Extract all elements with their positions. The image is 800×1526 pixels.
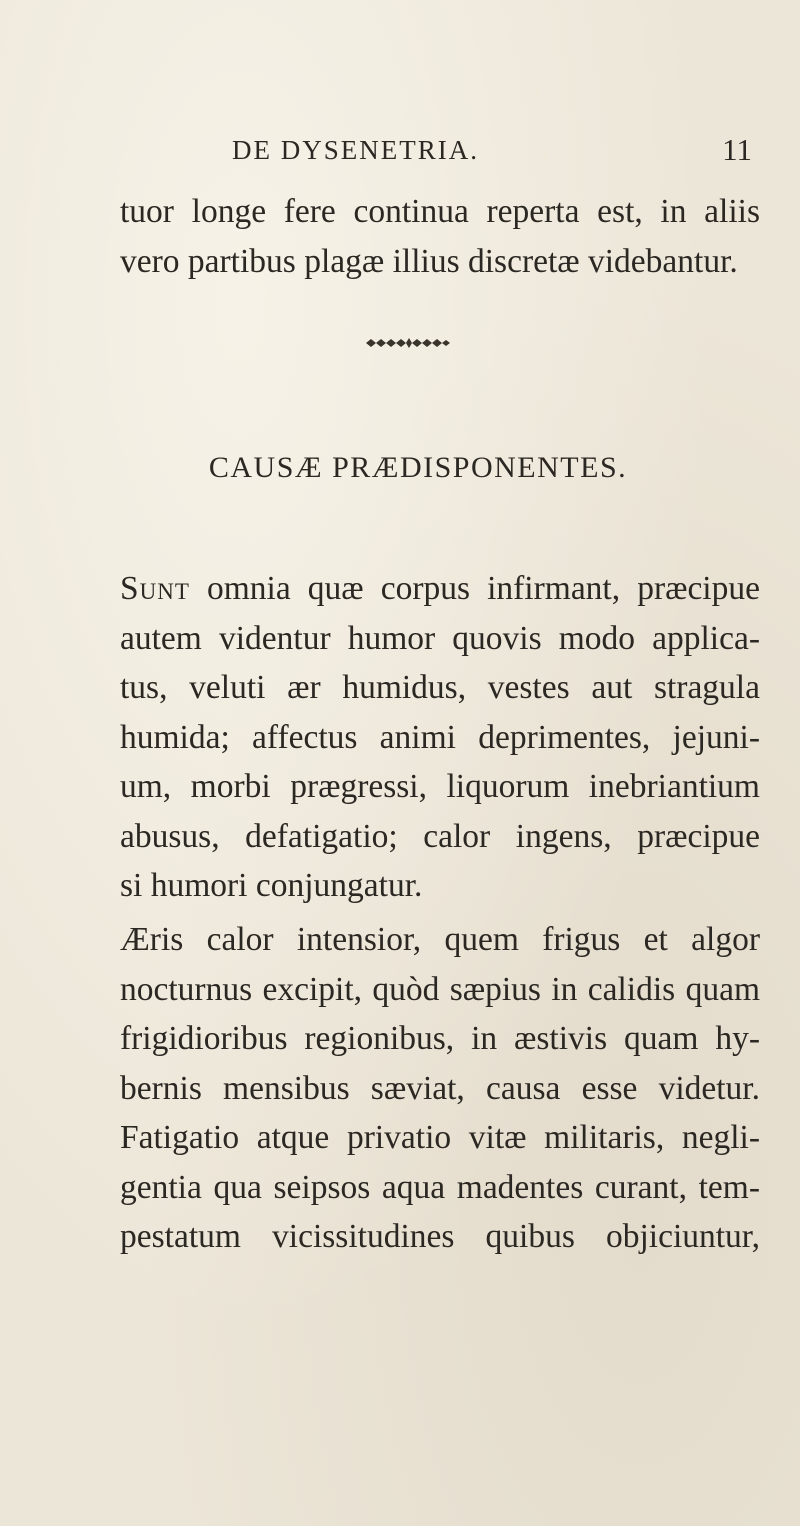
text-line: nocturnus excipit, quòd sæpius in calidis quam bbox=[120, 970, 760, 1008]
ornament-rule-icon bbox=[366, 337, 450, 349]
first-line-rest: omnia quæ corpus infirmant, præcipue bbox=[189, 570, 760, 607]
section-heading: CAUSÆ PRÆDISPONENTES. bbox=[208, 451, 628, 484]
text-line: abusus, defatigatio; calor ingens, præcipue bbox=[120, 817, 760, 855]
text-line: autem videntur humor quovis modo applica- bbox=[120, 619, 760, 657]
text-line: pestatum vicissitudines quibus objiciuntur, bbox=[120, 1218, 760, 1255]
paragraph-sunt-omnia bbox=[120, 564, 760, 911]
text-line: bernis mensibus sæviat, causa esse videtur. bbox=[120, 1069, 760, 1107]
text-line: um, morbi prægressi, liquorum inebriantium bbox=[120, 768, 760, 805]
text-line bbox=[120, 564, 760, 614]
running-head bbox=[232, 130, 752, 170]
text-line: frigidioribus regionibus, in æstivis quam hy- bbox=[120, 1020, 760, 1057]
text-line: tus, veluti ær humidus, vestes aut stragula bbox=[120, 669, 760, 706]
text-line: humida; affectus animi deprimentes, jejuni- bbox=[120, 718, 760, 756]
text-line: si humori conjungatur. bbox=[120, 867, 423, 904]
running-title: DE DYSENETRIA. bbox=[232, 135, 479, 165]
page-number: 11 bbox=[722, 132, 752, 167]
text-line: gentia qua seipsos aqua madentes curant, tem- bbox=[120, 1168, 760, 1206]
paragraph-continuation bbox=[120, 187, 760, 286]
text-line: tuor longe fere continua reperta est, in aliis bbox=[120, 193, 760, 230]
text-line: Fatigatio atque privatio vitæ militaris, negli- bbox=[120, 1119, 760, 1156]
text-line: vero partibus plagæ illius discretæ videbantur. bbox=[120, 242, 738, 280]
text-line: Æris calor intensior, quem frigus et algor bbox=[120, 921, 760, 958]
paragraph-aeris-calor bbox=[120, 915, 760, 1262]
lead-word: Sunt bbox=[120, 570, 190, 607]
